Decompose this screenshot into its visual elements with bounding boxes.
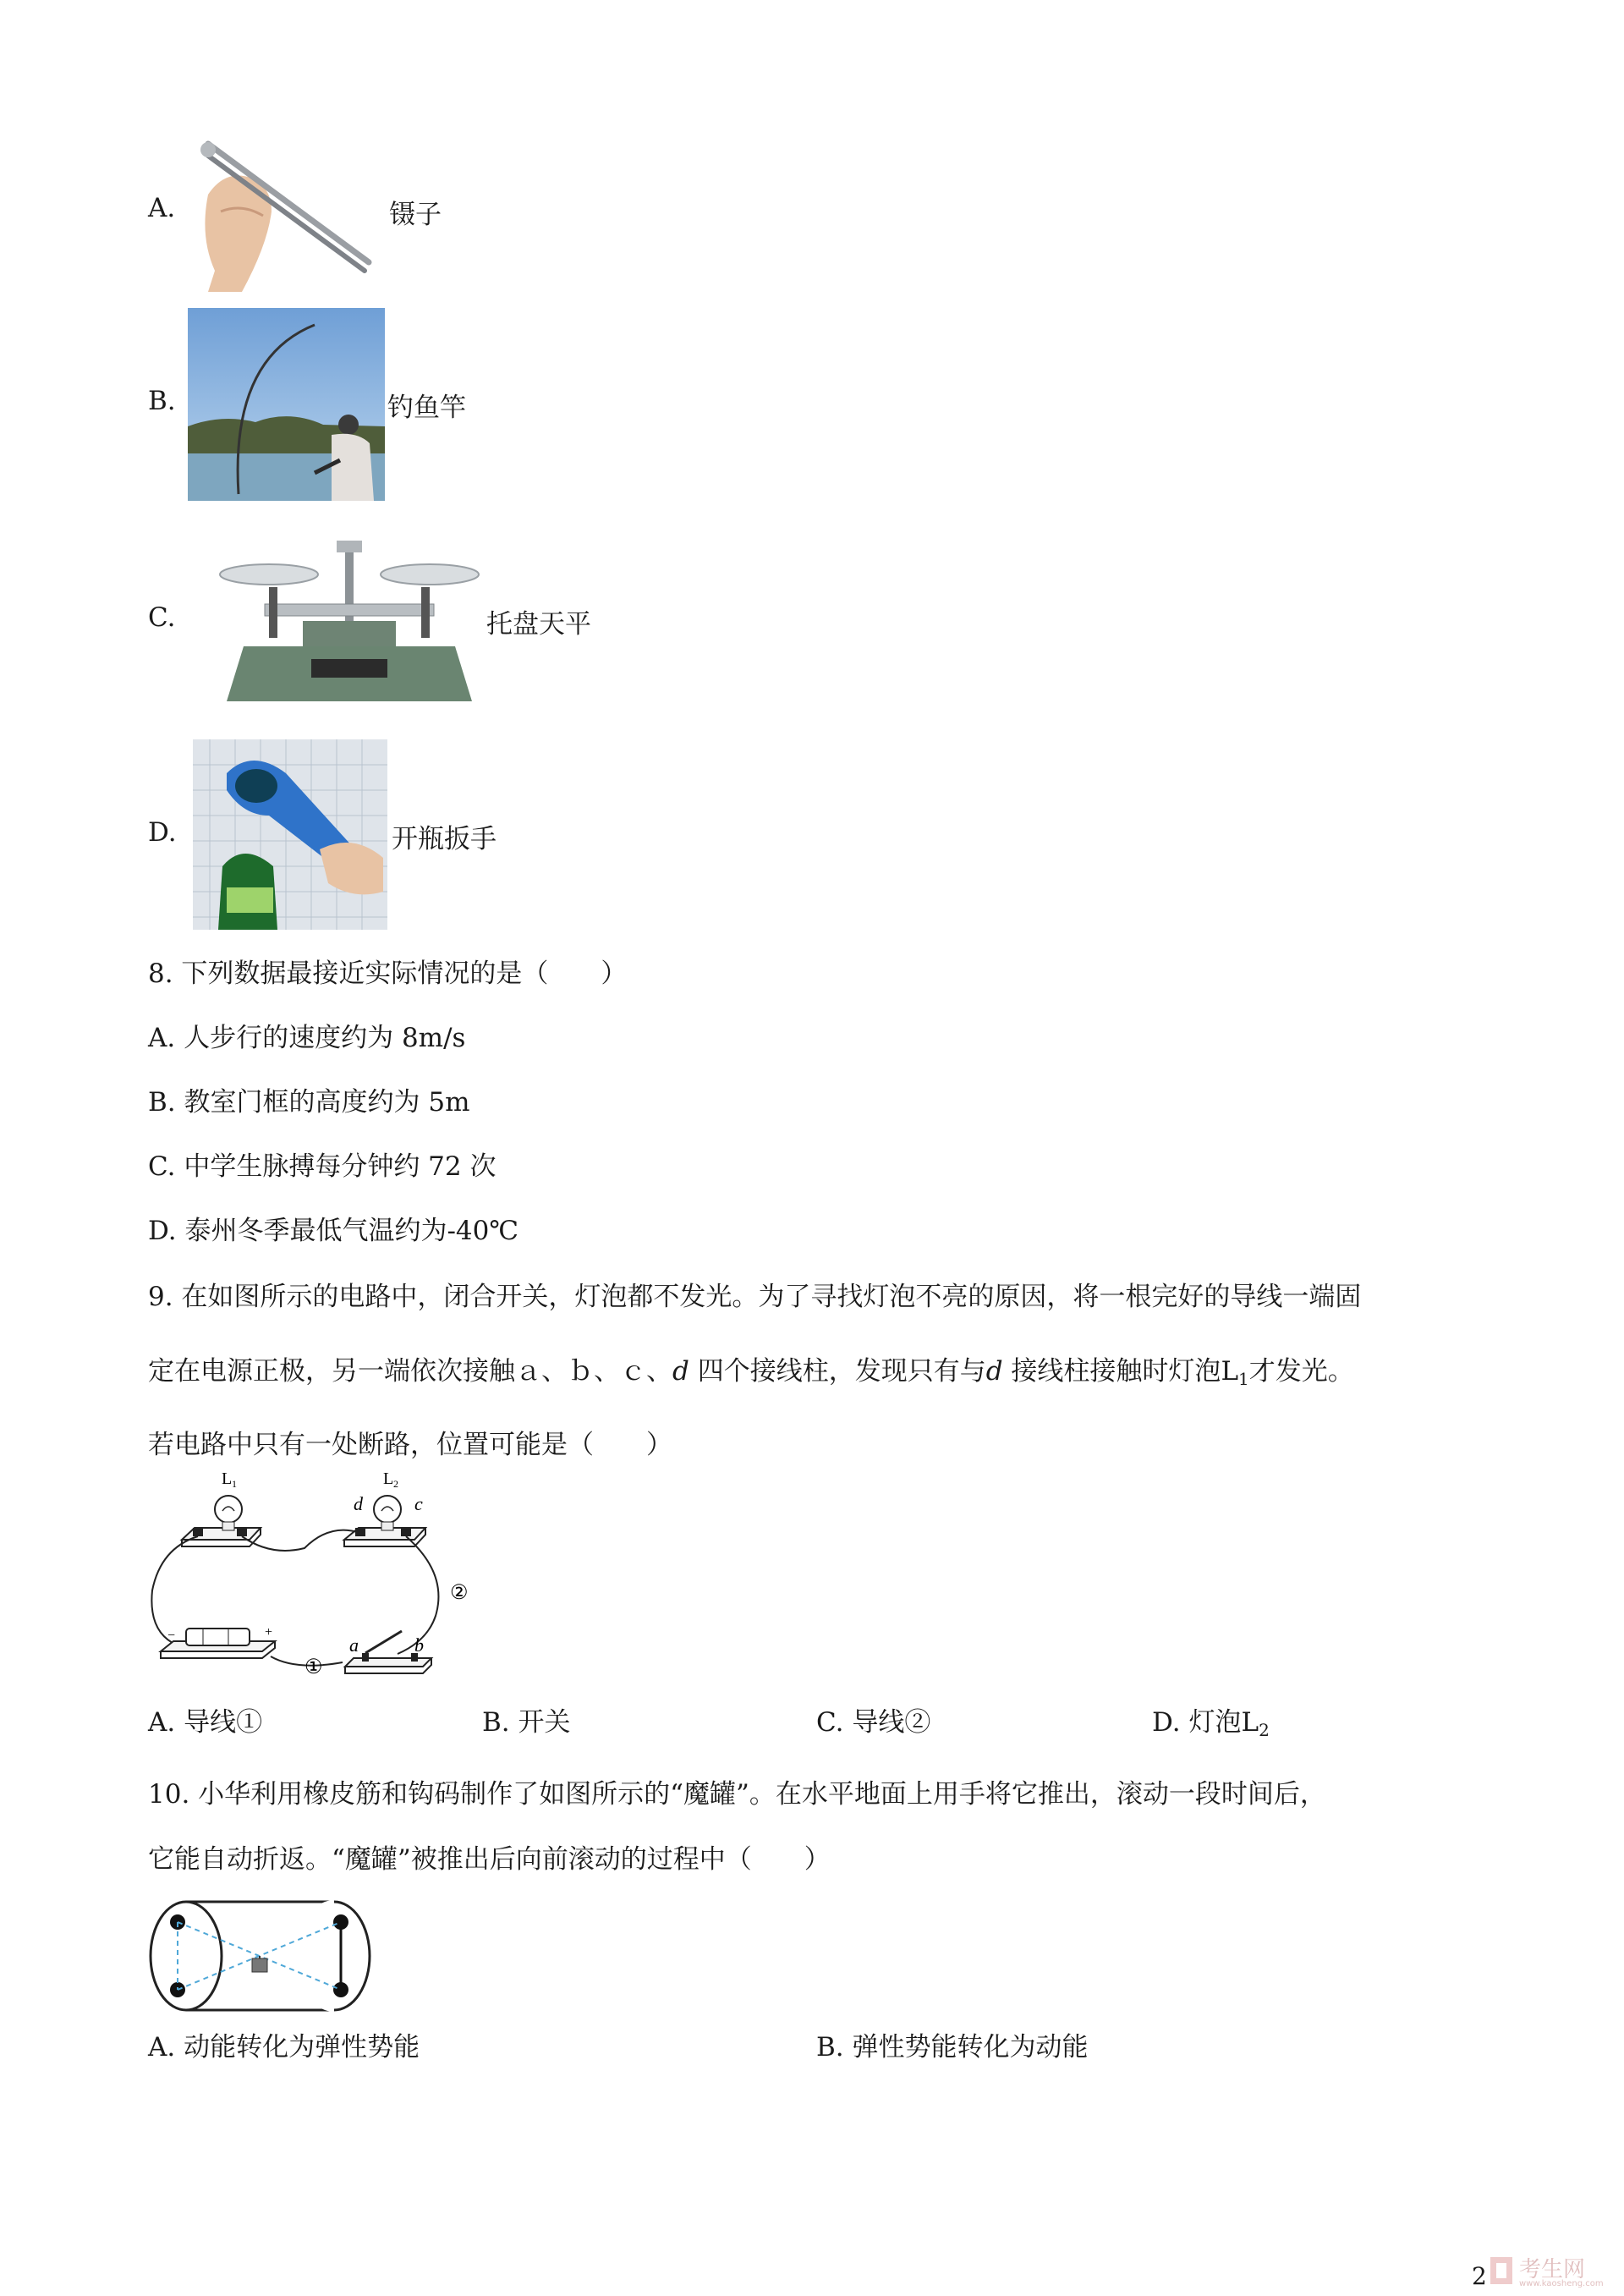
- q10-option-a: A. 动能转化为弹性势能: [148, 2032, 420, 2063]
- q8-stem: 8. 下列数据最接近实际情况的是（ ）: [148, 958, 628, 989]
- bottle-opener-icon: [193, 739, 387, 930]
- option-b-caption: 钓鱼竿: [387, 393, 466, 423]
- label-L2-sub: 2: [393, 1478, 398, 1490]
- q8-option-a: A. 人步行的速度约为 8m/s: [148, 1023, 466, 1053]
- option-a-letter: A.: [148, 193, 176, 223]
- label-wire-2: ②: [450, 1582, 469, 1604]
- q9-option-d-L: L: [1241, 1707, 1259, 1738]
- label-d: d: [354, 1493, 363, 1514]
- label-wire-1: ①: [304, 1656, 323, 1678]
- q9-option-b: B. 开关: [482, 1707, 571, 1738]
- watermark: [1489, 2252, 1620, 2293]
- option-d-letter: D.: [148, 817, 177, 848]
- q8-option-c: C. 中学生脉搏每分钟约 72 次: [148, 1151, 497, 1182]
- q10-line-2: 它能自动折返。“魔罐”被推出后向前滚动的过程中（ ）: [148, 1844, 831, 1875]
- q9-line2-L: L: [1221, 1356, 1239, 1387]
- label-a: a: [349, 1634, 359, 1656]
- option-b-letter: B.: [148, 386, 176, 416]
- label-minus: −: [167, 1629, 176, 1643]
- q9-line2-end: 才发光。: [1248, 1356, 1354, 1387]
- q9-line-1: 9. 在如图所示的电路中，闭合开关，灯泡都不发光。为了寻找灯泡不亮的原因，将一根完好的导线一端固: [148, 1282, 1362, 1312]
- page-number: 2: [1472, 2262, 1487, 2290]
- q9-option-c: C. 导线②: [816, 1707, 931, 1738]
- fishing-rod-icon: [188, 308, 385, 501]
- q9-line2-part-a: 定在电源正极，另一端依次接触ａ、ｂ、ｃ、: [148, 1356, 672, 1387]
- watermark-text: 考生网: [1519, 2257, 1586, 2282]
- label-b: b: [414, 1634, 424, 1656]
- q9-line2-d2: d: [985, 1356, 1003, 1387]
- option-a-caption: 镊子: [389, 200, 442, 230]
- option-d-caption: 开瓶扳手: [392, 824, 497, 854]
- watermark-url: www.kaosheng.com: [1519, 2279, 1604, 2288]
- q8-option-d: D. 泰州冬季最低气温约为-40℃: [148, 1216, 519, 1246]
- q9-option-a: A. 导线①: [148, 1707, 263, 1738]
- q9-line2-sub: 1: [1238, 1369, 1249, 1389]
- q9-option-d-text: D. 灯泡: [1152, 1707, 1242, 1738]
- option-c-caption: 托盘天平: [486, 609, 591, 640]
- q9-option-d: [1152, 1707, 1270, 1740]
- q8-option-b: B. 教室门框的高度约为 5m: [148, 1087, 470, 1118]
- q9-line-2: [148, 1356, 1354, 1389]
- label-L1-sub: 1: [232, 1478, 237, 1490]
- label-plus: +: [265, 1625, 273, 1640]
- label-c: c: [414, 1493, 423, 1514]
- q9-line-3: 若电路中只有一处断路，位置可能是（ ）: [148, 1430, 672, 1460]
- q9-line2-d: d: [672, 1356, 689, 1387]
- q9-line2-part-c: 接线柱接触时灯泡: [1002, 1356, 1221, 1387]
- circuit-diagram: [144, 1472, 491, 1692]
- tweezers-icon: [191, 135, 382, 292]
- q9-option-d-sub: 2: [1259, 1720, 1270, 1740]
- logo-icon: [1489, 2255, 1514, 2286]
- q10-line-1: 10. 小华利用橡皮筋和钩码制作了如图所示的“魔罐”。在水平地面上用手将它推出，滚动一段时间后，: [148, 1779, 1326, 1810]
- q10-option-b: B. 弹性势能转化为动能: [816, 2032, 1089, 2063]
- label-L2: L: [383, 1472, 394, 1488]
- option-c-letter: C.: [148, 602, 176, 633]
- magic-can-diagram: [144, 1899, 376, 2013]
- balance-scale-icon: [218, 536, 480, 706]
- label-L1: L: [222, 1472, 233, 1488]
- q9-line2-part-b: 四个接线柱，发现只有与: [689, 1356, 986, 1387]
